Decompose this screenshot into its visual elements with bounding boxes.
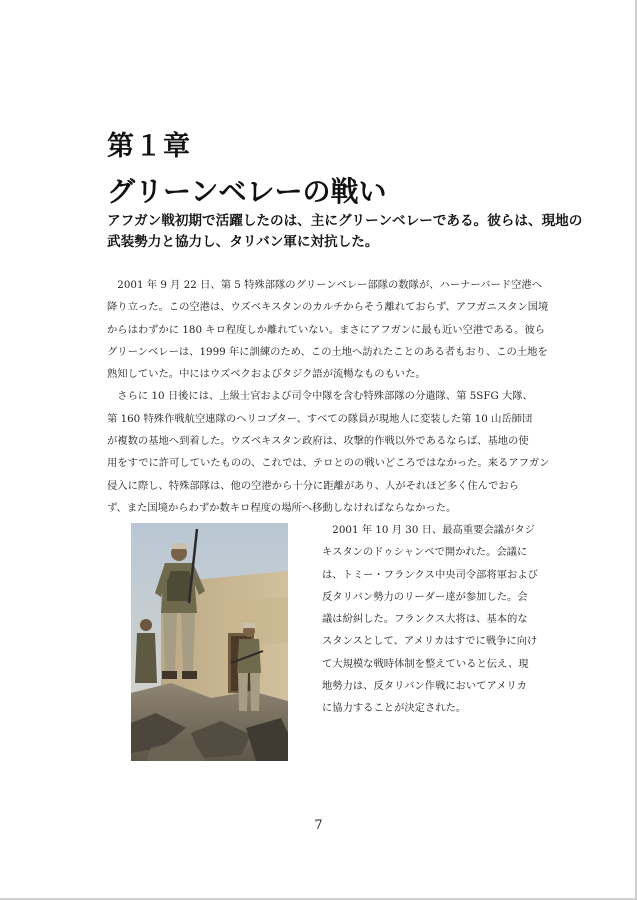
body-line: からはわずかに 180 キロ程度しか離れていない。まさにアフガンに最も近い空港である。彼ら [107,323,545,336]
lead-line: アフガン戦初期で活躍したのは、主にグリーンベレーである。彼らは、現地の [107,213,583,229]
body-line: さらに 10 日後には、上級士官および司令中隊を含む特殊部隊の分遣隊、第 5SFG 大隊、 [107,390,533,403]
body-line: 2001 年 9 月 22 日、第 5 特殊部隊のグリーンベレー部隊の数隊が、ハーナーバード空港へ [107,279,542,291]
chapter-number: 第１章 [107,131,191,162]
soldiers-photo [131,523,288,761]
side-line: に協力することが決定された。 [322,702,467,715]
side-line: 地勢力は、反タリバン作戦においてアメリカ [322,680,527,693]
side-line: て大規模な戦時体制を整えていると伝え、現 [322,657,529,670]
side-text [322,519,537,720]
page-number: 7 [314,818,323,833]
body-line: 降り立った。この空港は、ウズベキスタンのカルチからそう離れておらず、アフガニスタン国境 [107,301,549,314]
body-line: 第 160 特殊作戦航空連隊のヘリコプター、すべての隊員が現地人に変装した第 10 山岳師団 [107,412,533,425]
side-line: スタンスとして、アメリカはすでに戦争に向け [322,635,538,648]
body-line: 用をすでに許可していたものの、これでは、テロとのの戦いどころではなかった。来るアフガン [107,457,550,470]
lead-paragraph [107,211,583,253]
body-line: が複数の基地へ到着した。ウズベキスタン政府は、攻撃的作戦以外であるならば、基地の使 [107,435,529,448]
body-line: グリーンベレーは、1999 年に訓練のため、この土地へ訪れたことのある者もおり、この土地を [107,345,548,358]
body-line: 熟知していた。中にはウズベクおよびタジク語が流暢なものもいた。 [107,368,426,381]
lead-line: 武装勢力と協力し、タリバン軍に対抗した。 [107,234,379,250]
body-text [107,274,550,519]
side-line: キスタンのドゥシャンベで開かれた。会議に [322,546,528,559]
body-line: ず、また国境からわずか数キロ程度の場所へ移動しなければならなかった。 [107,501,457,514]
side-line: 反タリバン勢力のリーダー達が参加した。会 [322,590,528,603]
chapter-title: グリーンベレーの戦い [107,175,387,208]
side-line: 2001 年 10 月 30 日、最高重要会議がタジ [322,524,535,536]
body-line: 侵入に際し、特殊部隊は、他の空港から十分に距離があり、人がそれほど多く住んでおら [107,479,519,492]
side-line: 議は紛糾した。フランクス大将は、基本的な [322,613,528,626]
side-line: は、トミー・フランクス中央司令部将軍および [322,568,538,581]
